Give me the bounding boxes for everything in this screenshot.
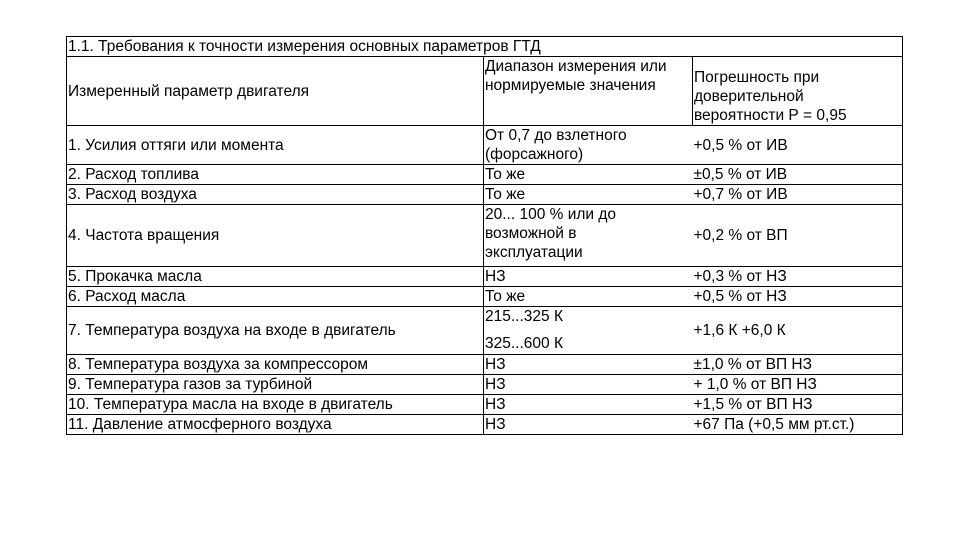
table-row [67, 267, 903, 287]
table-row [67, 165, 903, 185]
row-error: ±0,5 % от ИВ [693, 165, 903, 185]
row-range: То же [484, 165, 693, 185]
row-parameter: 1. Усилия оттяги или момента [67, 126, 484, 165]
row-range: То же [484, 287, 693, 307]
table-row [67, 126, 903, 165]
header-error: Погрешность при доверительной вероятности Р = 0,95 [693, 57, 903, 126]
row-error: +0,5 % от НЗ [693, 287, 903, 307]
table-row [67, 287, 903, 307]
table-row [67, 355, 903, 375]
row-error: +1,6 К +6,0 К [693, 307, 903, 355]
row-range: НЗ [484, 375, 693, 395]
table-header-row [67, 57, 903, 126]
row-parameter: 5. Прокачка масла [67, 267, 484, 287]
row-parameter: 10. Температура масла на входе в двигатель [67, 395, 484, 415]
row-error: +0,7 % от ИВ [693, 185, 903, 205]
row-error: +0,2 % от ВП [693, 205, 903, 267]
row-range: НЗ [484, 267, 693, 287]
row-range: От 0,7 до взлетного (форсажного) [484, 126, 693, 165]
row-range: НЗ [484, 415, 693, 435]
row-range [484, 307, 693, 355]
table-row [67, 185, 903, 205]
row-range: НЗ [484, 355, 693, 375]
table-title: 1.1. Требования к точности измерения основных параметров ГТД [67, 37, 903, 57]
row-parameter: 3. Расход воздуха [67, 185, 484, 205]
row-range-line: 215...325 К [485, 308, 563, 325]
header-range: Диапазон измерения или нормируемые значения [484, 57, 693, 126]
row-parameter: 8. Температура воздуха за компрессором [67, 355, 484, 375]
row-parameter: 4. Частота вращения [67, 205, 484, 267]
table-title-row [67, 37, 903, 57]
row-error: +0,5 % от ИВ [693, 126, 903, 165]
table-row [67, 205, 903, 267]
row-parameter: 2. Расход топлива [67, 165, 484, 185]
table-row [67, 375, 903, 395]
row-range: 20... 100 % или до возможной в эксплуатации [484, 205, 693, 267]
row-error: +1,5 % от ВП НЗ [693, 395, 903, 415]
header-parameter: Измеренный параметр двигателя [67, 57, 484, 126]
table-row [67, 415, 903, 435]
table-row [67, 395, 903, 415]
requirements-table [66, 36, 903, 435]
row-parameter: 6. Расход масла [67, 287, 484, 307]
row-range: То же [484, 185, 693, 205]
row-range-line: 325...600 К [485, 335, 563, 352]
row-error: ±1,0 % от ВП НЗ [693, 355, 903, 375]
table-row [67, 307, 903, 355]
row-parameter: 9. Температура газов за турбиной [67, 375, 484, 395]
row-error: +0,3 % от НЗ [693, 267, 903, 287]
row-parameter: 11. Давление атмосферного воздуха [67, 415, 484, 435]
row-parameter: 7. Температура воздуха на входе в двигатель [67, 307, 484, 355]
row-range: НЗ [484, 395, 693, 415]
row-error: + 1,0 % от ВП НЗ [693, 375, 903, 395]
row-error: +67 Па (+0,5 мм рт.ст.) [693, 415, 903, 435]
